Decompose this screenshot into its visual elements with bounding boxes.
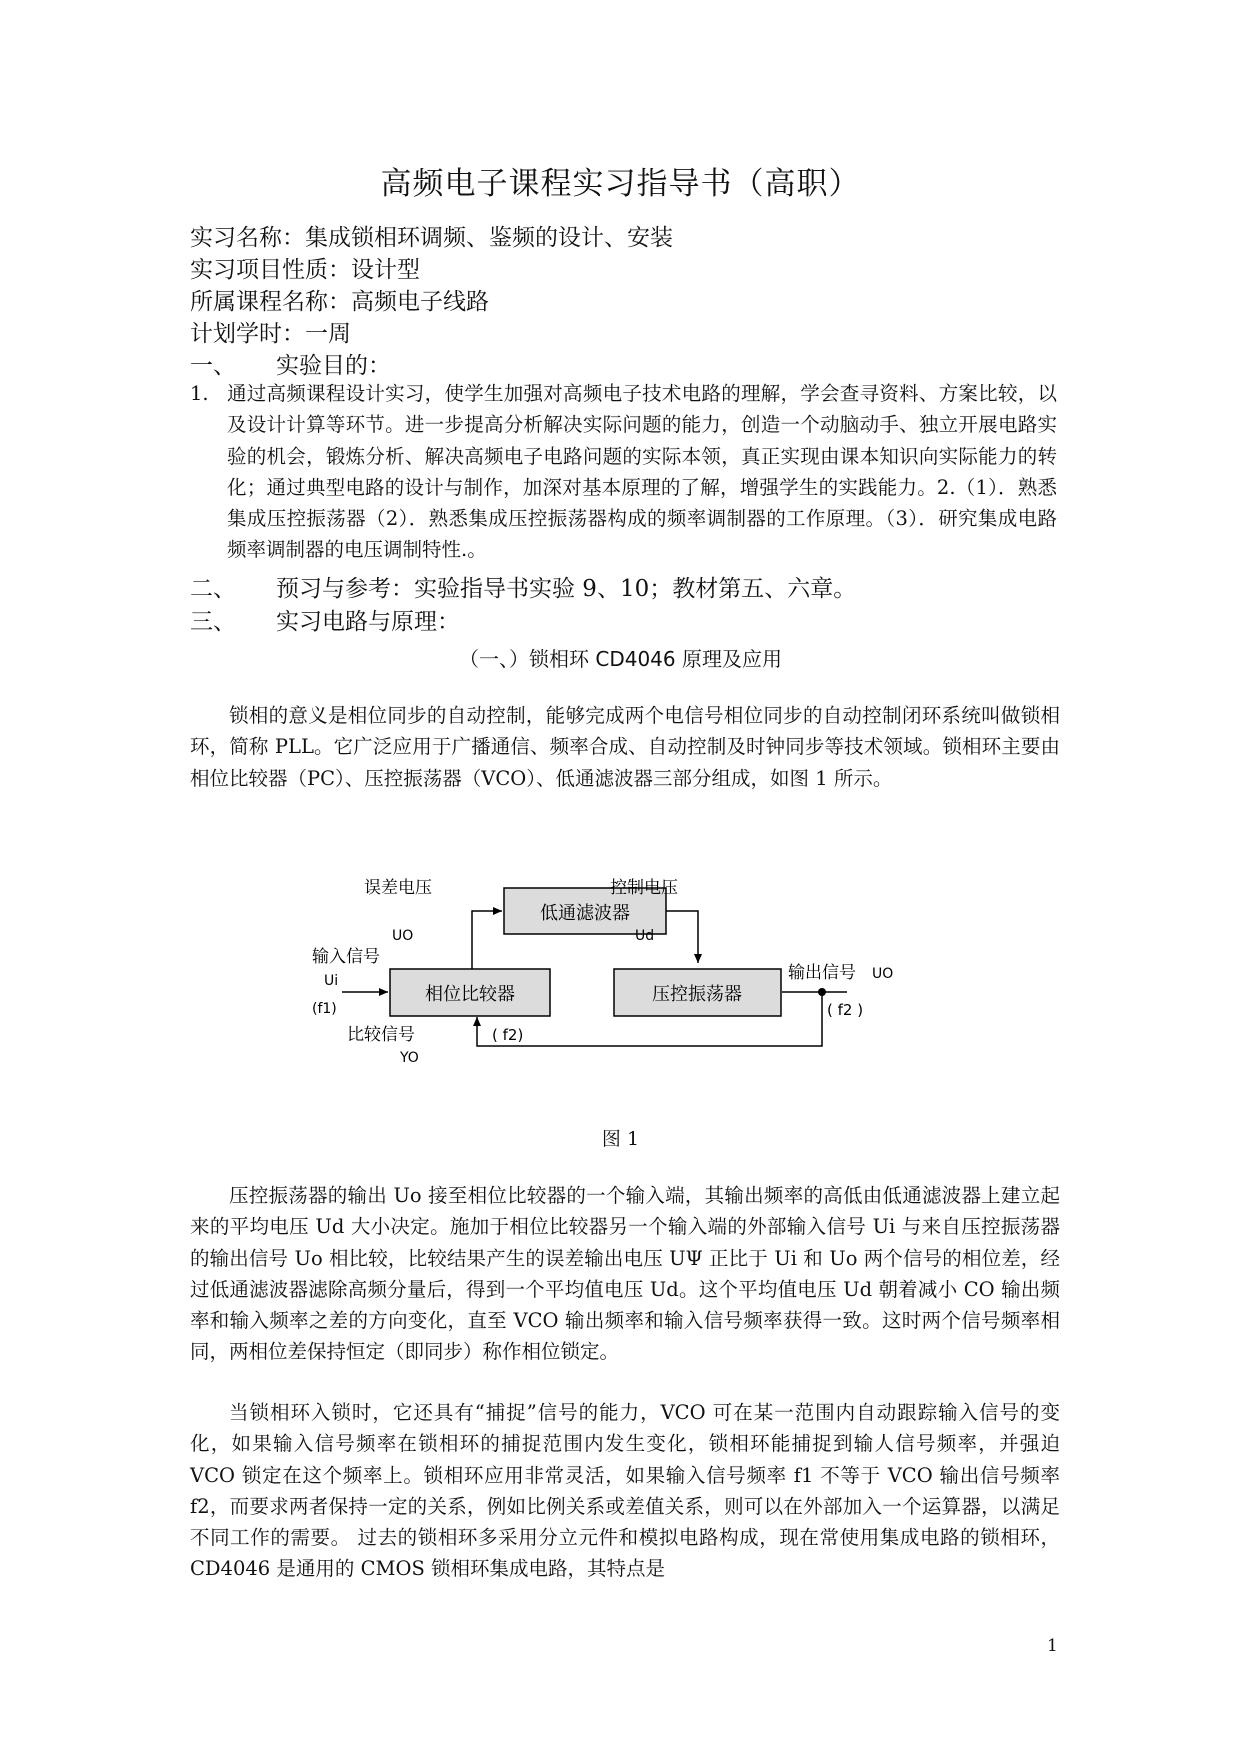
f2-feedback-label: ( f2) bbox=[492, 1026, 524, 1044]
connector-lpf-to-vco bbox=[666, 911, 698, 963]
section-number: 一、 bbox=[190, 353, 236, 379]
section-text: 实习电路与原理： bbox=[276, 609, 460, 635]
uo-top-label: UO bbox=[392, 928, 414, 944]
meta-project-nature: 实习项目性质：设计型 bbox=[190, 257, 420, 283]
output-signal-label: 输出信号 bbox=[788, 963, 856, 983]
paragraph-pll-capture: 当锁相环入锁时，它还具有“捕捉”信号的能力，VCO 可在某一范围内自动跟踪输入信号的变化，如果输入信号频率在锁相环的捕捉范围内发生变化，锁相环能捕捉到输人信号频率，并强迫 VCO 锁定在这个频率上。锁相环应用非常灵活，如果输入信号频率 f1 不等于 VCO 输出信号频率 f2，而要求两者保持一定的关系，例如比例关系或差值关系，则可以在外部加入一个运算器，以满足不同工作的需要。 过去的锁相环多采用分立元件和模拟电路构成，现在常使用集成电路的锁相环，CD4046 是通用的 CMOS 锁相环集成电路，其特点是 bbox=[190, 1401, 1060, 1581]
section-heading-circuit bbox=[190, 603, 460, 636]
paragraph-pll-intro: 锁相的意义是相位同步的自动控制，能够完成两个电信号相位同步的自动控制闭环系统叫做锁相环，简称 PLL。它广泛应用于广播通信、频率合成、自动控制及时钟同步等技术领域。锁相环主要由相位比较器（PC）、压控振荡器（VCO）、低通滤波器三部分组成，如图 1 所示。 bbox=[190, 704, 1060, 790]
output-junction-dot bbox=[818, 988, 826, 996]
section-number: 三、 bbox=[190, 609, 236, 635]
yo-label: YO bbox=[400, 1050, 419, 1066]
control-voltage-label: 控制电压 bbox=[610, 878, 678, 898]
figure-caption: 图 1 bbox=[601, 1128, 640, 1150]
ud-label: Ud bbox=[635, 928, 655, 944]
objective-text: 通过高频课程设计实习，使学生加强对高频电子技术电路的理解，学会查寻资料、方案比较，以及设计计算等环节。进一步提高分析解决实际问题的能力，创造一个动脑动手、独立开展电路实验的机会，锻炼分析、解决高频电子电路问题的实际本领，真正实现由课本知识向实际能力的转化；通过典型电路的设计与制作，加深对基本原理的了解，增强学生的实践能力。2.（1）．熟悉集成压控振荡器（2）．熟悉集成压控振荡器构成的频率调制器的工作原理。（3）．研究集成电路频率调制器的电压调制特性.。 bbox=[227, 382, 1057, 562]
error-voltage-label: 误差电压 bbox=[364, 878, 432, 898]
meta-practice-name: 实习名称：集成锁相环调频、鉴频的设计、安装 bbox=[190, 225, 673, 251]
section-text: 预习与参考：实验指导书实验 9、10；教材第五、六章。 bbox=[276, 576, 857, 602]
page-number: 1 bbox=[1047, 1636, 1058, 1656]
lpf-label: 低通滤波器 bbox=[540, 903, 630, 924]
compare-signal-label: 比较信号 bbox=[347, 1025, 415, 1045]
meta-course-name: 所属课程名称：高频电子线路 bbox=[190, 289, 489, 315]
pc-label: 相位比较器 bbox=[425, 984, 515, 1005]
uo-out-label: UO bbox=[872, 966, 894, 982]
input-signal-label: 输入信号 bbox=[312, 947, 380, 967]
document-title: 高频电子课程实习指导书（高职） bbox=[380, 166, 861, 202]
vco-label: 压控振荡器 bbox=[652, 984, 742, 1005]
f2-out-label: ( f2 ) bbox=[827, 1001, 864, 1019]
section-number: 二、 bbox=[190, 576, 236, 602]
ui-label: Ui bbox=[324, 973, 339, 989]
section-heading-preview bbox=[190, 570, 856, 603]
pll-block-diagram bbox=[312, 868, 912, 1108]
subheading-cd4046: （一、）锁相环 CD4046 原理及应用 bbox=[459, 647, 782, 671]
paragraph-vco-operation: 压控振荡器的输出 Uo 接至相位比较器的一个输入端，其输出频率的高低由低通滤波器上建立起来的平均电压 Ud 大小决定。施加于相位比较器另一个输入端的外部输入信号 Ui 与来自压控振荡器的输出信号 Uo 相比较，比较结果产生的误差输出电压 UΨ 正比于 Ui 和 Uo 两个信号的相位差，经过低通滤波器滤除高频分量后，得到一个平均值电压 Ud。这个平均值电压 Ud 朝着减小 CO 输出频率和输入频率之差的方向变化，直至 VCO 输出频率和输入信号频率获得一致。这时两个信号频率相同，两相位差保持恒定（即同步）称作相位锁定。 bbox=[190, 1184, 1060, 1364]
connector-pc-to-lpf bbox=[472, 911, 502, 969]
f1-label: (f1) bbox=[312, 1001, 337, 1017]
section-text: 实验目的： bbox=[276, 353, 391, 379]
list-number: 1. bbox=[190, 382, 209, 405]
section-heading-objective bbox=[190, 347, 391, 380]
meta-planned-hours: 计划学时：一周 bbox=[190, 321, 351, 347]
objective-list-item bbox=[190, 378, 1060, 566]
